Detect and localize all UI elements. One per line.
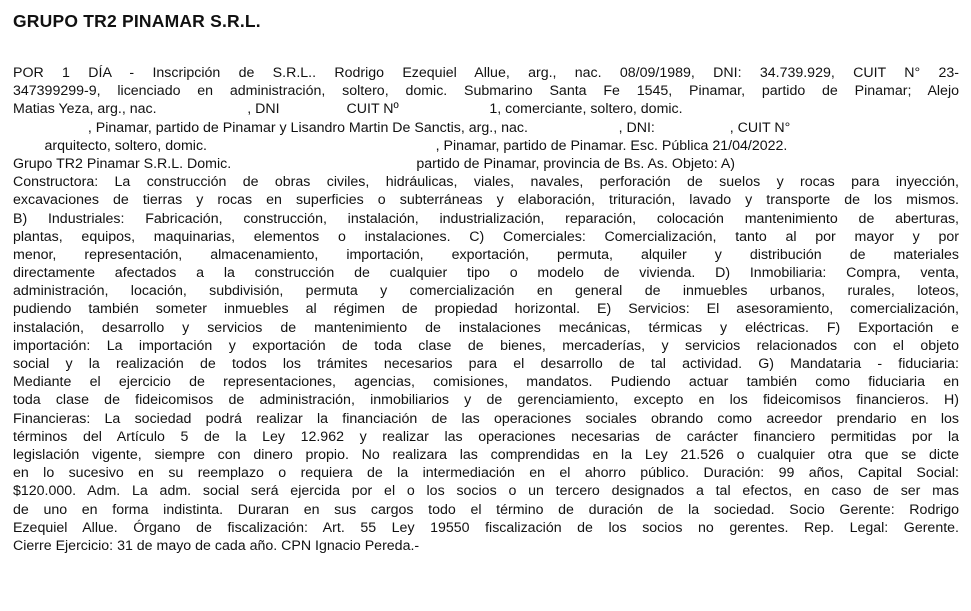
text-line-5: arquitecto, soltero, domic. , Pinamar, partido de Pinamar. Esc. Pública 21/04/2022. bbox=[13, 137, 788, 154]
text-line-21: términos del Artículo 5 de la Ley 12.962 y realizar las operaciones necesarias de carácter financiero permitidas por la bbox=[13, 428, 959, 445]
text-line-6: Grupo TR2 Pinamar S.R.L. Domic. partido de Pinamar, provincia de Bs. As. Objeto: A) bbox=[13, 155, 736, 172]
text-line-14: pudiendo también someter inmuebles al régimen de propiedad horizontal. E) Servicios: El asesoramiento, comercialización, bbox=[13, 301, 959, 318]
text-line-18: Mediante el ejercicio de representaciones, agencias, comisiones, mandatos. Pudiendo actuar también como fiduciaria en bbox=[13, 374, 959, 391]
text-line-22: legislación vigente, siempre con dinero propio. No realizara las comprendidas en la Ley 21.526 o cualquier otra que se dicte bbox=[13, 446, 959, 463]
document-body bbox=[13, 64, 959, 555]
text-line-23: en lo sucesivo en su reemplazo o requiera de la intermediación en el ahorro público. Duración: 99 años, Capital Social: bbox=[13, 465, 959, 482]
text-line-15: instalación, desarrollo y servicios de mantenimiento de instalaciones mecánicas, térmicas y eléctricas. F) Exportación e bbox=[13, 319, 959, 336]
text-line-25: de uno en forma indistinta. Duraran en sus cargos todo el término de duración de la sociedad. Socio Gerente: Rodrigo bbox=[13, 501, 959, 518]
text-line-13: administración, locación, subdivisión, permuta y comercialización en general de inmuebles urbanos, rurales, loteos, bbox=[13, 283, 959, 300]
text-line-16: importación: La importación y exportación de toda clase de bienes, mercaderías, y servicios relacionados con el objeto bbox=[13, 337, 959, 354]
text-line-10: plantas, equipos, maquinarias, elementos o instalaciones. C) Comerciales: Comercialización, tanto al por mayor y por bbox=[13, 228, 959, 245]
text-line-2: 347399299-9, licenciado en administración, soltero, domic. Submarino Santa Fe 1545, Pinamar, partido de Pinamar; Alejo bbox=[13, 83, 959, 100]
text-line-3: Matias Yeza, arg., nac. , DNI CUIT Nº 1, comerciante, soltero, domic. bbox=[13, 101, 683, 118]
text-line-9: B) Industriales: Fabricación, construcción, instalación, industrialización, reparación, colocación mantenimiento de aberturas, bbox=[13, 210, 959, 227]
text-line-4: , Pinamar, partido de Pinamar y Lisandro Martin De Sanctis, arg., nac. , DNI: , CUIT N° bbox=[13, 119, 791, 136]
text-line-19: toda clase de fideicomisos de administración, inmobiliarios y de gerenciamiento, excepto en los fideicomisos financieros. H) bbox=[13, 392, 959, 409]
text-line-11: menor, representación, almacenamiento, importación, exportación, permuta, alquiler y distribución de materiales bbox=[13, 246, 959, 263]
text-line-8: excavaciones de tierras y rocas en superficies o subterráneas y elaboración, trituración, lavado y transporte de los mismos. bbox=[13, 192, 959, 209]
text-line-24: $120.000. Adm. La adm. social será ejercida por el o los socios o un tercero designados a tal efectos, en caso de ser mas bbox=[13, 483, 959, 500]
text-line-27: Cierre Ejercicio: 31 de mayo de cada año. CPN Ignacio Pereda.- bbox=[13, 537, 420, 554]
text-line-20: Financieras: La sociedad podrá realizar la financiación de las operaciones sociales obrando como acreedor prendario en los bbox=[13, 410, 959, 427]
text-line-26: Ezequiel Allue. Órgano de fiscalización: Art. 55 Ley 19550 fiscalización de los socios no gerentes. Rep. Legal: Gerente. bbox=[13, 519, 959, 536]
text-line-12: directamente afectados a la construcción de cualquier tipo o modelo de vivienda. D) Inmobiliaria: Compra, venta, bbox=[13, 265, 959, 282]
document-title: GRUPO TR2 PINAMAR S.R.L. bbox=[13, 11, 261, 31]
text-line-7: Constructora: La construcción de obras civiles, hidráulicas, viales, navales, perforación de suelos y rocas para inyección, bbox=[13, 174, 959, 191]
text-line-17: social y la realización de todos los trámites necesarios para el desarrollo de tal actividad. G) Mandataria - fiduciaria: bbox=[13, 356, 959, 372]
text-line-1: POR 1 DÍA - Inscripción de S.R.L.. Rodrigo Ezequiel Allue, arg., nac. 08/09/1989, DNI: 34.739.929, CUIT N° 23- bbox=[13, 65, 959, 81]
